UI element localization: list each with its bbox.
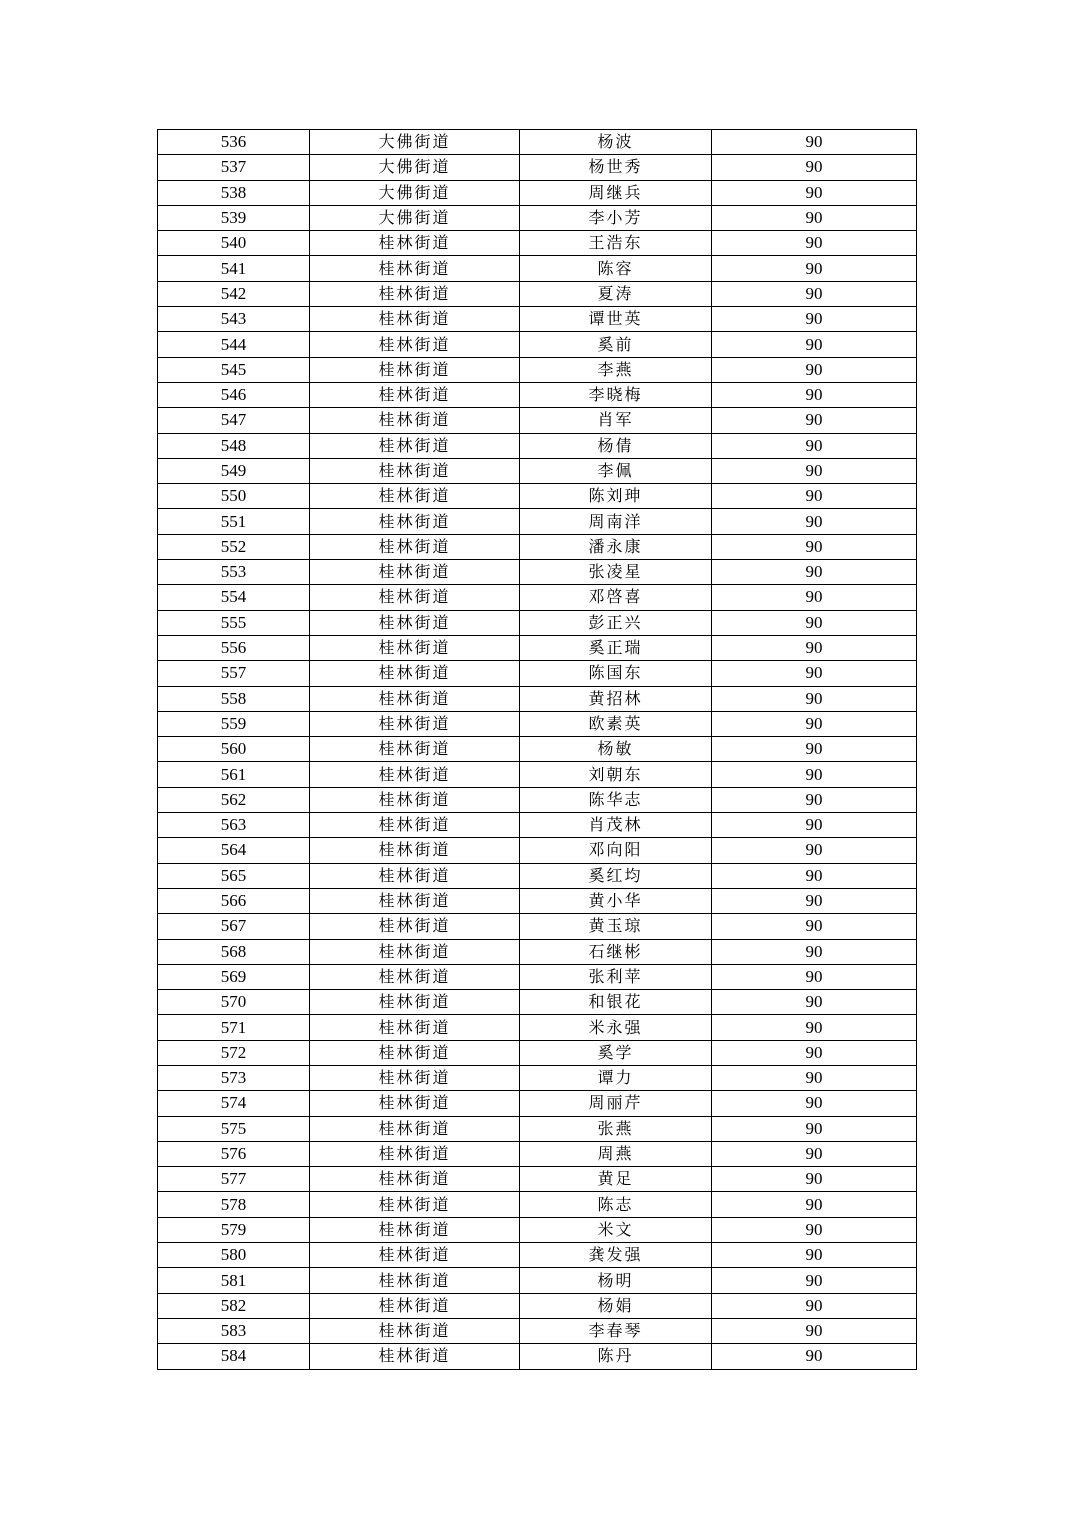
street-cell: 桂林街道 [310,787,520,812]
table-row [158,711,917,736]
score-cell: 90 [712,382,917,407]
row-number-cell: 581 [158,1268,310,1293]
person-name-cell: 周南洋 [520,509,712,534]
score-cell: 90 [712,1293,917,1318]
street-cell: 桂林街道 [310,458,520,483]
person-name-cell: 李晓梅 [520,382,712,407]
person-name-cell: 龚发强 [520,1243,712,1268]
score-cell: 90 [712,1065,917,1090]
street-cell: 桂林街道 [310,863,520,888]
row-number-cell: 561 [158,762,310,787]
score-cell: 90 [712,686,917,711]
table-row [158,1116,917,1141]
table-row [158,256,917,281]
score-cell: 90 [712,964,917,989]
street-cell: 桂林街道 [310,1243,520,1268]
score-cell: 90 [712,1344,917,1369]
person-name-cell: 张凌星 [520,560,712,585]
table-row [158,458,917,483]
street-cell: 桂林街道 [310,838,520,863]
street-cell: 桂林街道 [310,281,520,306]
street-cell: 桂林街道 [310,1344,520,1369]
table-row [158,1344,917,1369]
table-row [158,408,917,433]
row-number-cell: 540 [158,231,310,256]
score-cell: 90 [712,534,917,559]
score-cell: 90 [712,939,917,964]
row-number-cell: 554 [158,585,310,610]
person-name-cell: 王浩东 [520,231,712,256]
score-cell: 90 [712,509,917,534]
street-cell: 桂林街道 [310,1065,520,1090]
person-name-cell: 李春琴 [520,1318,712,1343]
street-cell: 桂林街道 [310,357,520,382]
person-name-cell: 夏涛 [520,281,712,306]
score-cell: 90 [712,610,917,635]
table-row [158,838,917,863]
person-name-cell: 黄足 [520,1167,712,1192]
table-row [158,1243,917,1268]
street-cell: 桂林街道 [310,1318,520,1343]
person-name-cell: 谭世英 [520,307,712,332]
street-cell: 桂林街道 [310,1217,520,1242]
person-name-cell: 李小芳 [520,205,712,230]
row-number-cell: 537 [158,155,310,180]
person-name-cell: 张燕 [520,1116,712,1141]
row-number-cell: 543 [158,307,310,332]
row-number-cell: 577 [158,1167,310,1192]
street-cell: 桂林街道 [310,433,520,458]
score-cell: 90 [712,1217,917,1242]
table-row [158,484,917,509]
row-number-cell: 584 [158,1344,310,1369]
row-number-cell: 544 [158,332,310,357]
score-cell: 90 [712,281,917,306]
person-name-cell: 欧素英 [520,711,712,736]
table-row [158,1167,917,1192]
person-name-cell: 陈国东 [520,661,712,686]
person-name-cell: 周燕 [520,1141,712,1166]
row-number-cell: 576 [158,1141,310,1166]
table-row [158,281,917,306]
person-name-cell: 潘永康 [520,534,712,559]
person-name-cell: 米文 [520,1217,712,1242]
street-cell: 桂林街道 [310,1141,520,1166]
score-cell: 90 [712,1141,917,1166]
score-cell: 90 [712,863,917,888]
row-number-cell: 547 [158,408,310,433]
table-row [158,1015,917,1040]
person-name-cell: 陈丹 [520,1344,712,1369]
score-cell: 90 [712,231,917,256]
person-name-cell: 肖茂林 [520,813,712,838]
street-cell: 大佛街道 [310,155,520,180]
score-cell: 90 [712,458,917,483]
person-name-cell: 杨明 [520,1268,712,1293]
table-row [158,205,917,230]
table-row [158,357,917,382]
score-cell: 90 [712,1243,917,1268]
street-cell: 桂林街道 [310,408,520,433]
row-number-cell: 579 [158,1217,310,1242]
score-cell: 90 [712,155,917,180]
street-cell: 大佛街道 [310,205,520,230]
score-cell: 90 [712,1015,917,1040]
table-row [158,560,917,585]
street-cell: 桂林街道 [310,939,520,964]
person-name-cell: 黄招林 [520,686,712,711]
score-cell: 90 [712,737,917,762]
row-number-cell: 555 [158,610,310,635]
person-name-cell: 奚前 [520,332,712,357]
score-cell: 90 [712,256,917,281]
table-row [158,509,917,534]
table-row [158,610,917,635]
person-name-cell: 和银花 [520,990,712,1015]
row-number-cell: 582 [158,1293,310,1318]
row-number-cell: 541 [158,256,310,281]
row-number-cell: 578 [158,1192,310,1217]
person-name-cell: 杨娟 [520,1293,712,1318]
street-cell: 桂林街道 [310,1268,520,1293]
score-cell: 90 [712,1167,917,1192]
table-row [158,939,917,964]
row-number-cell: 548 [158,433,310,458]
street-cell: 桂林街道 [310,1091,520,1116]
score-cell: 90 [712,560,917,585]
row-number-cell: 573 [158,1065,310,1090]
street-cell: 桂林街道 [310,509,520,534]
table-row [158,813,917,838]
person-name-cell: 李佩 [520,458,712,483]
row-number-cell: 556 [158,635,310,660]
row-number-cell: 546 [158,382,310,407]
street-cell: 桂林街道 [310,307,520,332]
row-number-cell: 564 [158,838,310,863]
person-name-cell: 邓向阳 [520,838,712,863]
street-cell: 桂林街道 [310,585,520,610]
roster-table-body [158,130,917,1370]
person-name-cell: 米永强 [520,1015,712,1040]
score-cell: 90 [712,1268,917,1293]
row-number-cell: 565 [158,863,310,888]
score-cell: 90 [712,585,917,610]
score-cell: 90 [712,180,917,205]
table-row [158,635,917,660]
table-row [158,332,917,357]
table-row [158,964,917,989]
score-cell: 90 [712,357,917,382]
street-cell: 桂林街道 [310,990,520,1015]
person-name-cell: 陈容 [520,256,712,281]
table-row [158,661,917,686]
table-row [158,1293,917,1318]
score-cell: 90 [712,813,917,838]
person-name-cell: 陈刘珅 [520,484,712,509]
street-cell: 大佛街道 [310,180,520,205]
row-number-cell: 539 [158,205,310,230]
street-cell: 桂林街道 [310,1167,520,1192]
table-row [158,433,917,458]
person-name-cell: 周丽芹 [520,1091,712,1116]
score-cell: 90 [712,1040,917,1065]
score-cell: 90 [712,1318,917,1343]
street-cell: 桂林街道 [310,1116,520,1141]
person-name-cell: 杨波 [520,130,712,155]
score-cell: 90 [712,307,917,332]
roster-table [157,129,917,1370]
person-name-cell: 周继兵 [520,180,712,205]
street-cell: 桂林街道 [310,964,520,989]
person-name-cell: 陈华志 [520,787,712,812]
score-cell: 90 [712,433,917,458]
row-number-cell: 569 [158,964,310,989]
row-number-cell: 567 [158,914,310,939]
person-name-cell: 奚红均 [520,863,712,888]
table-row [158,1091,917,1116]
person-name-cell: 刘朝东 [520,762,712,787]
row-number-cell: 572 [158,1040,310,1065]
table-row [158,1141,917,1166]
row-number-cell: 538 [158,180,310,205]
street-cell: 桂林街道 [310,813,520,838]
table-row [158,382,917,407]
table-row [158,1217,917,1242]
table-row [158,787,917,812]
person-name-cell: 奚学 [520,1040,712,1065]
table-row [158,762,917,787]
row-number-cell: 545 [158,357,310,382]
row-number-cell: 551 [158,509,310,534]
score-cell: 90 [712,762,917,787]
table-row [158,1192,917,1217]
street-cell: 桂林街道 [310,1015,520,1040]
table-row [158,585,917,610]
row-number-cell: 559 [158,711,310,736]
row-number-cell: 536 [158,130,310,155]
score-cell: 90 [712,205,917,230]
row-number-cell: 570 [158,990,310,1015]
row-number-cell: 563 [158,813,310,838]
street-cell: 桂林街道 [310,610,520,635]
score-cell: 90 [712,635,917,660]
row-number-cell: 571 [158,1015,310,1040]
street-cell: 大佛街道 [310,130,520,155]
street-cell: 桂林街道 [310,231,520,256]
table-row [158,180,917,205]
row-number-cell: 580 [158,1243,310,1268]
row-number-cell: 550 [158,484,310,509]
street-cell: 桂林街道 [310,1040,520,1065]
row-number-cell: 542 [158,281,310,306]
score-cell: 90 [712,130,917,155]
score-cell: 90 [712,661,917,686]
person-name-cell: 杨敏 [520,737,712,762]
street-cell: 桂林街道 [310,711,520,736]
table-row [158,1318,917,1343]
row-number-cell: 558 [158,686,310,711]
table-row [158,1268,917,1293]
score-cell: 90 [712,711,917,736]
person-name-cell: 奚正瑞 [520,635,712,660]
street-cell: 桂林街道 [310,534,520,559]
person-name-cell: 谭力 [520,1065,712,1090]
row-number-cell: 575 [158,1116,310,1141]
person-name-cell: 肖军 [520,408,712,433]
street-cell: 桂林街道 [310,686,520,711]
street-cell: 桂林街道 [310,332,520,357]
score-cell: 90 [712,484,917,509]
table-row [158,990,917,1015]
street-cell: 桂林街道 [310,484,520,509]
street-cell: 桂林街道 [310,762,520,787]
row-number-cell: 553 [158,560,310,585]
street-cell: 桂林街道 [310,635,520,660]
score-cell: 90 [712,888,917,913]
person-name-cell: 杨倩 [520,433,712,458]
row-number-cell: 574 [158,1091,310,1116]
street-cell: 桂林街道 [310,888,520,913]
row-number-cell: 549 [158,458,310,483]
street-cell: 桂林街道 [310,1293,520,1318]
score-cell: 90 [712,408,917,433]
row-number-cell: 566 [158,888,310,913]
row-number-cell: 568 [158,939,310,964]
table-row [158,737,917,762]
person-name-cell: 黄玉琼 [520,914,712,939]
table-row [158,155,917,180]
row-number-cell: 557 [158,661,310,686]
score-cell: 90 [712,914,917,939]
street-cell: 桂林街道 [310,737,520,762]
street-cell: 桂林街道 [310,661,520,686]
score-cell: 90 [712,1192,917,1217]
row-number-cell: 552 [158,534,310,559]
score-cell: 90 [712,787,917,812]
person-name-cell: 彭正兴 [520,610,712,635]
street-cell: 桂林街道 [310,382,520,407]
person-name-cell: 陈志 [520,1192,712,1217]
score-cell: 90 [712,1116,917,1141]
score-cell: 90 [712,990,917,1015]
table-row [158,130,917,155]
table-row [158,534,917,559]
person-name-cell: 邓啓喜 [520,585,712,610]
score-cell: 90 [712,838,917,863]
street-cell: 桂林街道 [310,560,520,585]
table-row [158,863,917,888]
street-cell: 桂林街道 [310,914,520,939]
table-row [158,686,917,711]
score-cell: 90 [712,332,917,357]
street-cell: 桂林街道 [310,1192,520,1217]
person-name-cell: 李燕 [520,357,712,382]
table-row [158,914,917,939]
table-row [158,1065,917,1090]
row-number-cell: 560 [158,737,310,762]
row-number-cell: 583 [158,1318,310,1343]
table-row [158,1040,917,1065]
table-row [158,231,917,256]
table-row [158,888,917,913]
row-number-cell: 562 [158,787,310,812]
person-name-cell: 石继彬 [520,939,712,964]
person-name-cell: 杨世秀 [520,155,712,180]
street-cell: 桂林街道 [310,256,520,281]
score-cell: 90 [712,1091,917,1116]
table-row [158,307,917,332]
person-name-cell: 张利苹 [520,964,712,989]
person-name-cell: 黄小华 [520,888,712,913]
